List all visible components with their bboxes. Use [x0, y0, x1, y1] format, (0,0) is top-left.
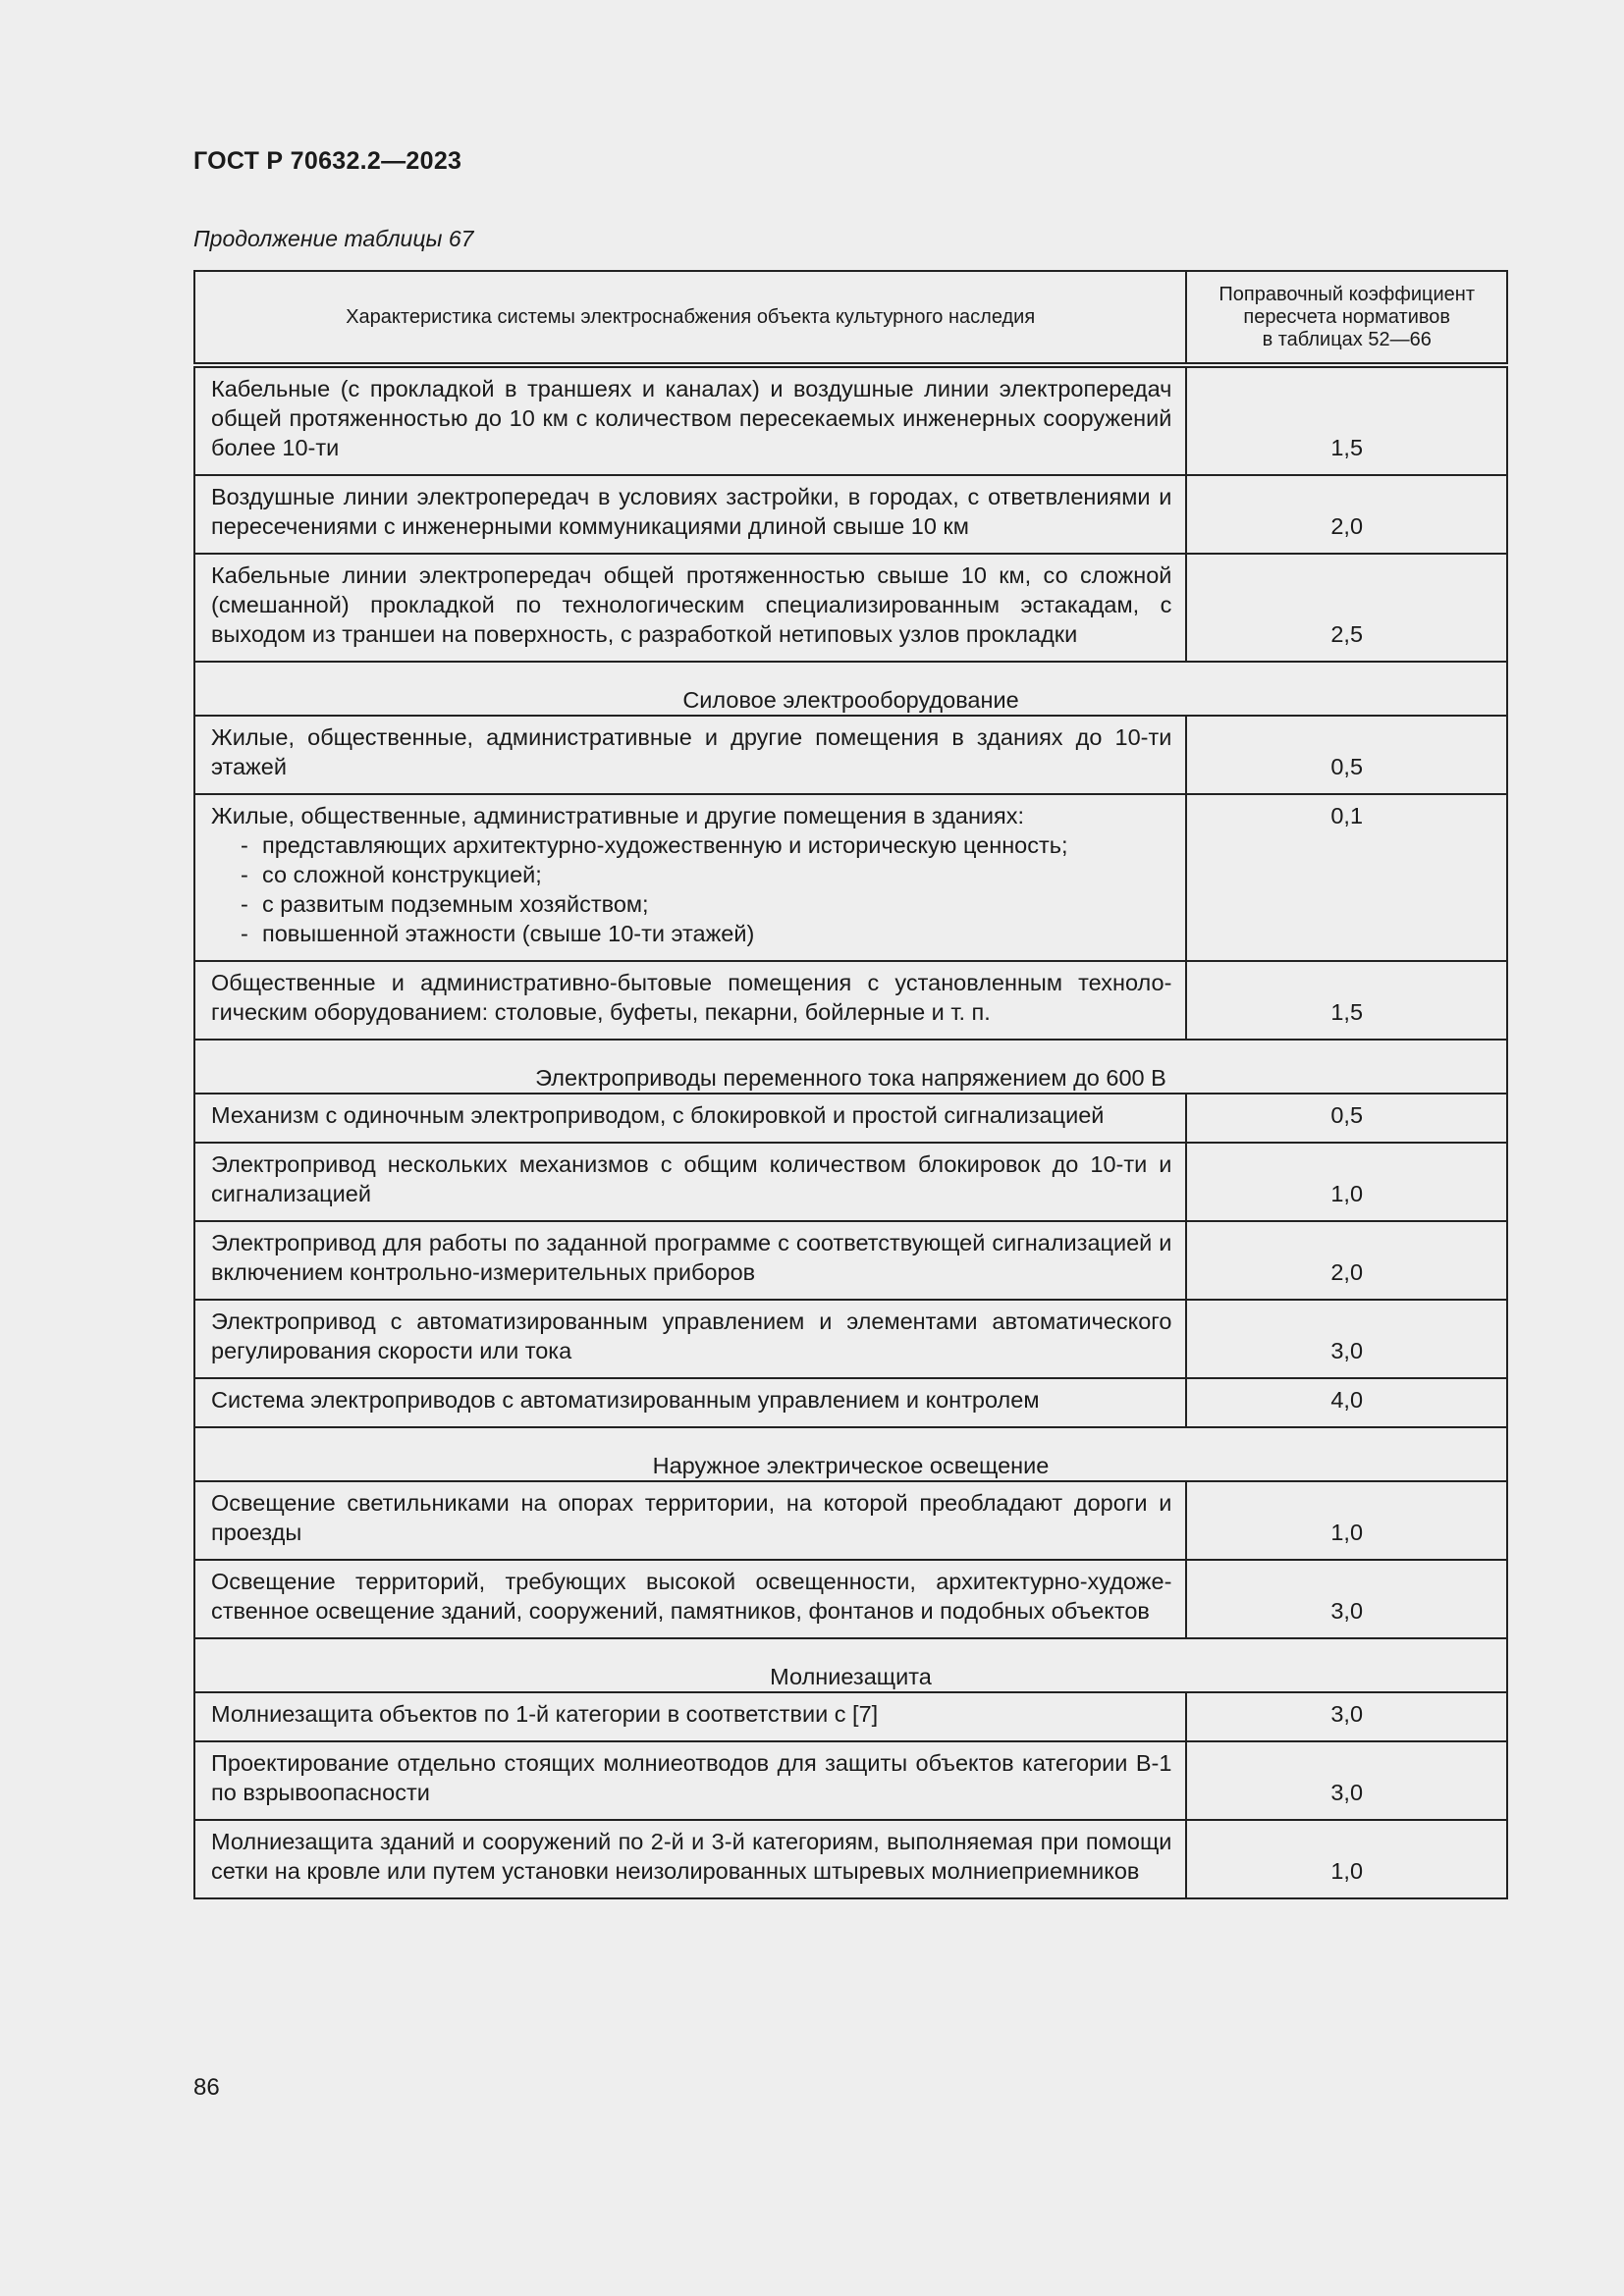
row-description: Электропривод нескольких механизмов с общим количеством блокировок до 10-ти и сигнализацией [194, 1143, 1186, 1221]
row-description: Молниезащита объектов по 1-й категории в соответствии с [7] [194, 1692, 1186, 1741]
table-row [194, 1378, 1507, 1427]
table-row [194, 1143, 1507, 1221]
section-row [194, 1040, 1507, 1094]
list-item: - представляющих архитектурно-художественную и историческую ценность; [241, 830, 1171, 860]
table-header-row [194, 271, 1507, 365]
column-header-coefficient-line: в таблицах 52—66 [1262, 328, 1432, 350]
row-coefficient: 3,0 [1186, 1560, 1507, 1638]
section-row [194, 1427, 1507, 1481]
row-description: Механизм с одиночным электроприводом, с блокировкой и простой сигнализацией [194, 1094, 1186, 1143]
dash-list [211, 830, 1171, 948]
table-row [194, 554, 1507, 662]
list-item: - с развитым подземным хозяйством; [241, 889, 1171, 919]
row-coefficient: 1,0 [1186, 1820, 1507, 1898]
row-description: Жилые, общественные, административные и другие помещения в зданиях до 10-ти этажей [194, 716, 1186, 794]
table-row [194, 1300, 1507, 1378]
table-row [194, 1820, 1507, 1898]
section-heading: Силовое электрооборудование [194, 662, 1507, 716]
row-coefficient: 4,0 [1186, 1378, 1507, 1427]
table-row [194, 961, 1507, 1040]
row-coefficient: 1,0 [1186, 1481, 1507, 1560]
row-description: Молниезащита зданий и сооружений по 2-й и 3-й категориям, выполняемая при помощи сетки на кровле или путем установки неизолированных штыревых молниеприемников [194, 1820, 1186, 1898]
row-description-list [194, 794, 1186, 961]
column-header-coefficient-line: пересчета нормативов [1243, 305, 1451, 328]
column-header-coefficient [1186, 271, 1507, 365]
row-description: Электропривод для работы по заданной программе с соответствующей сигнализацией и включением контрольно-измерительных приборов [194, 1221, 1186, 1300]
row-description: Проектирование отдельно стоящих молниеотводов для защиты объектов категории В-1 по взрывоопасности [194, 1741, 1186, 1820]
row-description: Освещение светильниками на опорах территории, на которой преобладают дороги и проезды [194, 1481, 1186, 1560]
row-coefficient: 2,0 [1186, 1221, 1507, 1300]
section-row [194, 662, 1507, 716]
table-row [194, 716, 1507, 794]
coefficient-table [193, 270, 1508, 1899]
column-header-description: Характеристика системы электроснабжения объекта культурного наследия [194, 271, 1186, 365]
row-description: Общественные и административно-бытовые помещения с установленным технологическим оборудованием: столовые, буфеты, пекарни, бойлерные и т. п. [194, 961, 1186, 1040]
row-coefficient: 0,1 [1186, 794, 1507, 961]
table-row [194, 1692, 1507, 1741]
section-heading: Молниезащита [194, 1638, 1507, 1692]
row-coefficient: 3,0 [1186, 1300, 1507, 1378]
section-heading: Наружное электрическое освещение [194, 1427, 1507, 1481]
row-coefficient: 1,5 [1186, 961, 1507, 1040]
section-heading: Электроприводы переменного тока напряжением до 600 В [194, 1040, 1507, 1094]
row-coefficient: 1,5 [1186, 365, 1507, 475]
row-description: Воздушные линии электропередач в условиях застройки, в городах, с ответвлениями и пересечениями с инженерными коммуникациями длиной свыше 10 км [194, 475, 1186, 554]
list-item: - со сложной конструкцией; [241, 860, 1171, 889]
table-caption: Продолжение таблицы 67 [193, 226, 474, 251]
row-coefficient: 2,5 [1186, 554, 1507, 662]
table-row [194, 1741, 1507, 1820]
table-row [194, 475, 1507, 554]
page-number: 86 [193, 2074, 220, 2101]
list-item: - повышенной этажности (свыше 10-ти этажей) [241, 919, 1171, 948]
row-coefficient: 2,0 [1186, 475, 1507, 554]
column-header-coefficient-line: Поправочный коэффициент [1218, 283, 1475, 305]
section-row [194, 1638, 1507, 1692]
document-code: ГОСТ Р 70632.2—2023 [193, 147, 462, 175]
row-description: Электропривод с автоматизированным управлением и элементами автоматического регулирования скорости или тока [194, 1300, 1186, 1378]
row-coefficient: 3,0 [1186, 1741, 1507, 1820]
table-row [194, 1481, 1507, 1560]
table-row [194, 1094, 1507, 1143]
table-row [194, 1221, 1507, 1300]
row-description: Кабельные линии электропередач общей протяженностью свыше 10 км, со сложной (смешанной) прокладкой по технологическим специализированным эстакадам, с выходом из траншеи на поверхность, с разработкой нетиповых узлов прокладки [194, 554, 1186, 662]
row-coefficient: 1,0 [1186, 1143, 1507, 1221]
table-row [194, 794, 1507, 961]
row-description: Кабельные (с прокладкой в траншеях и каналах) и воздушные линии электропередач общей протяженностью до 10 км с количеством пересекаемых инженерных сооружений более 10-ти [194, 365, 1186, 475]
table-row [194, 1560, 1507, 1638]
row-description: Освещение территорий, требующих высокой освещенности, архитектурно-художественное освещение зданий, сооружений, памятников, фонтанов и подобных объектов [194, 1560, 1186, 1638]
list-intro: Жилые, общественные, административные и другие помещения в зданиях: [211, 803, 1025, 828]
row-coefficient: 0,5 [1186, 716, 1507, 794]
table-row [194, 365, 1507, 475]
row-coefficient: 3,0 [1186, 1692, 1507, 1741]
row-coefficient: 0,5 [1186, 1094, 1507, 1143]
row-description: Система электроприводов с автоматизированным управлением и контролем [194, 1378, 1186, 1427]
